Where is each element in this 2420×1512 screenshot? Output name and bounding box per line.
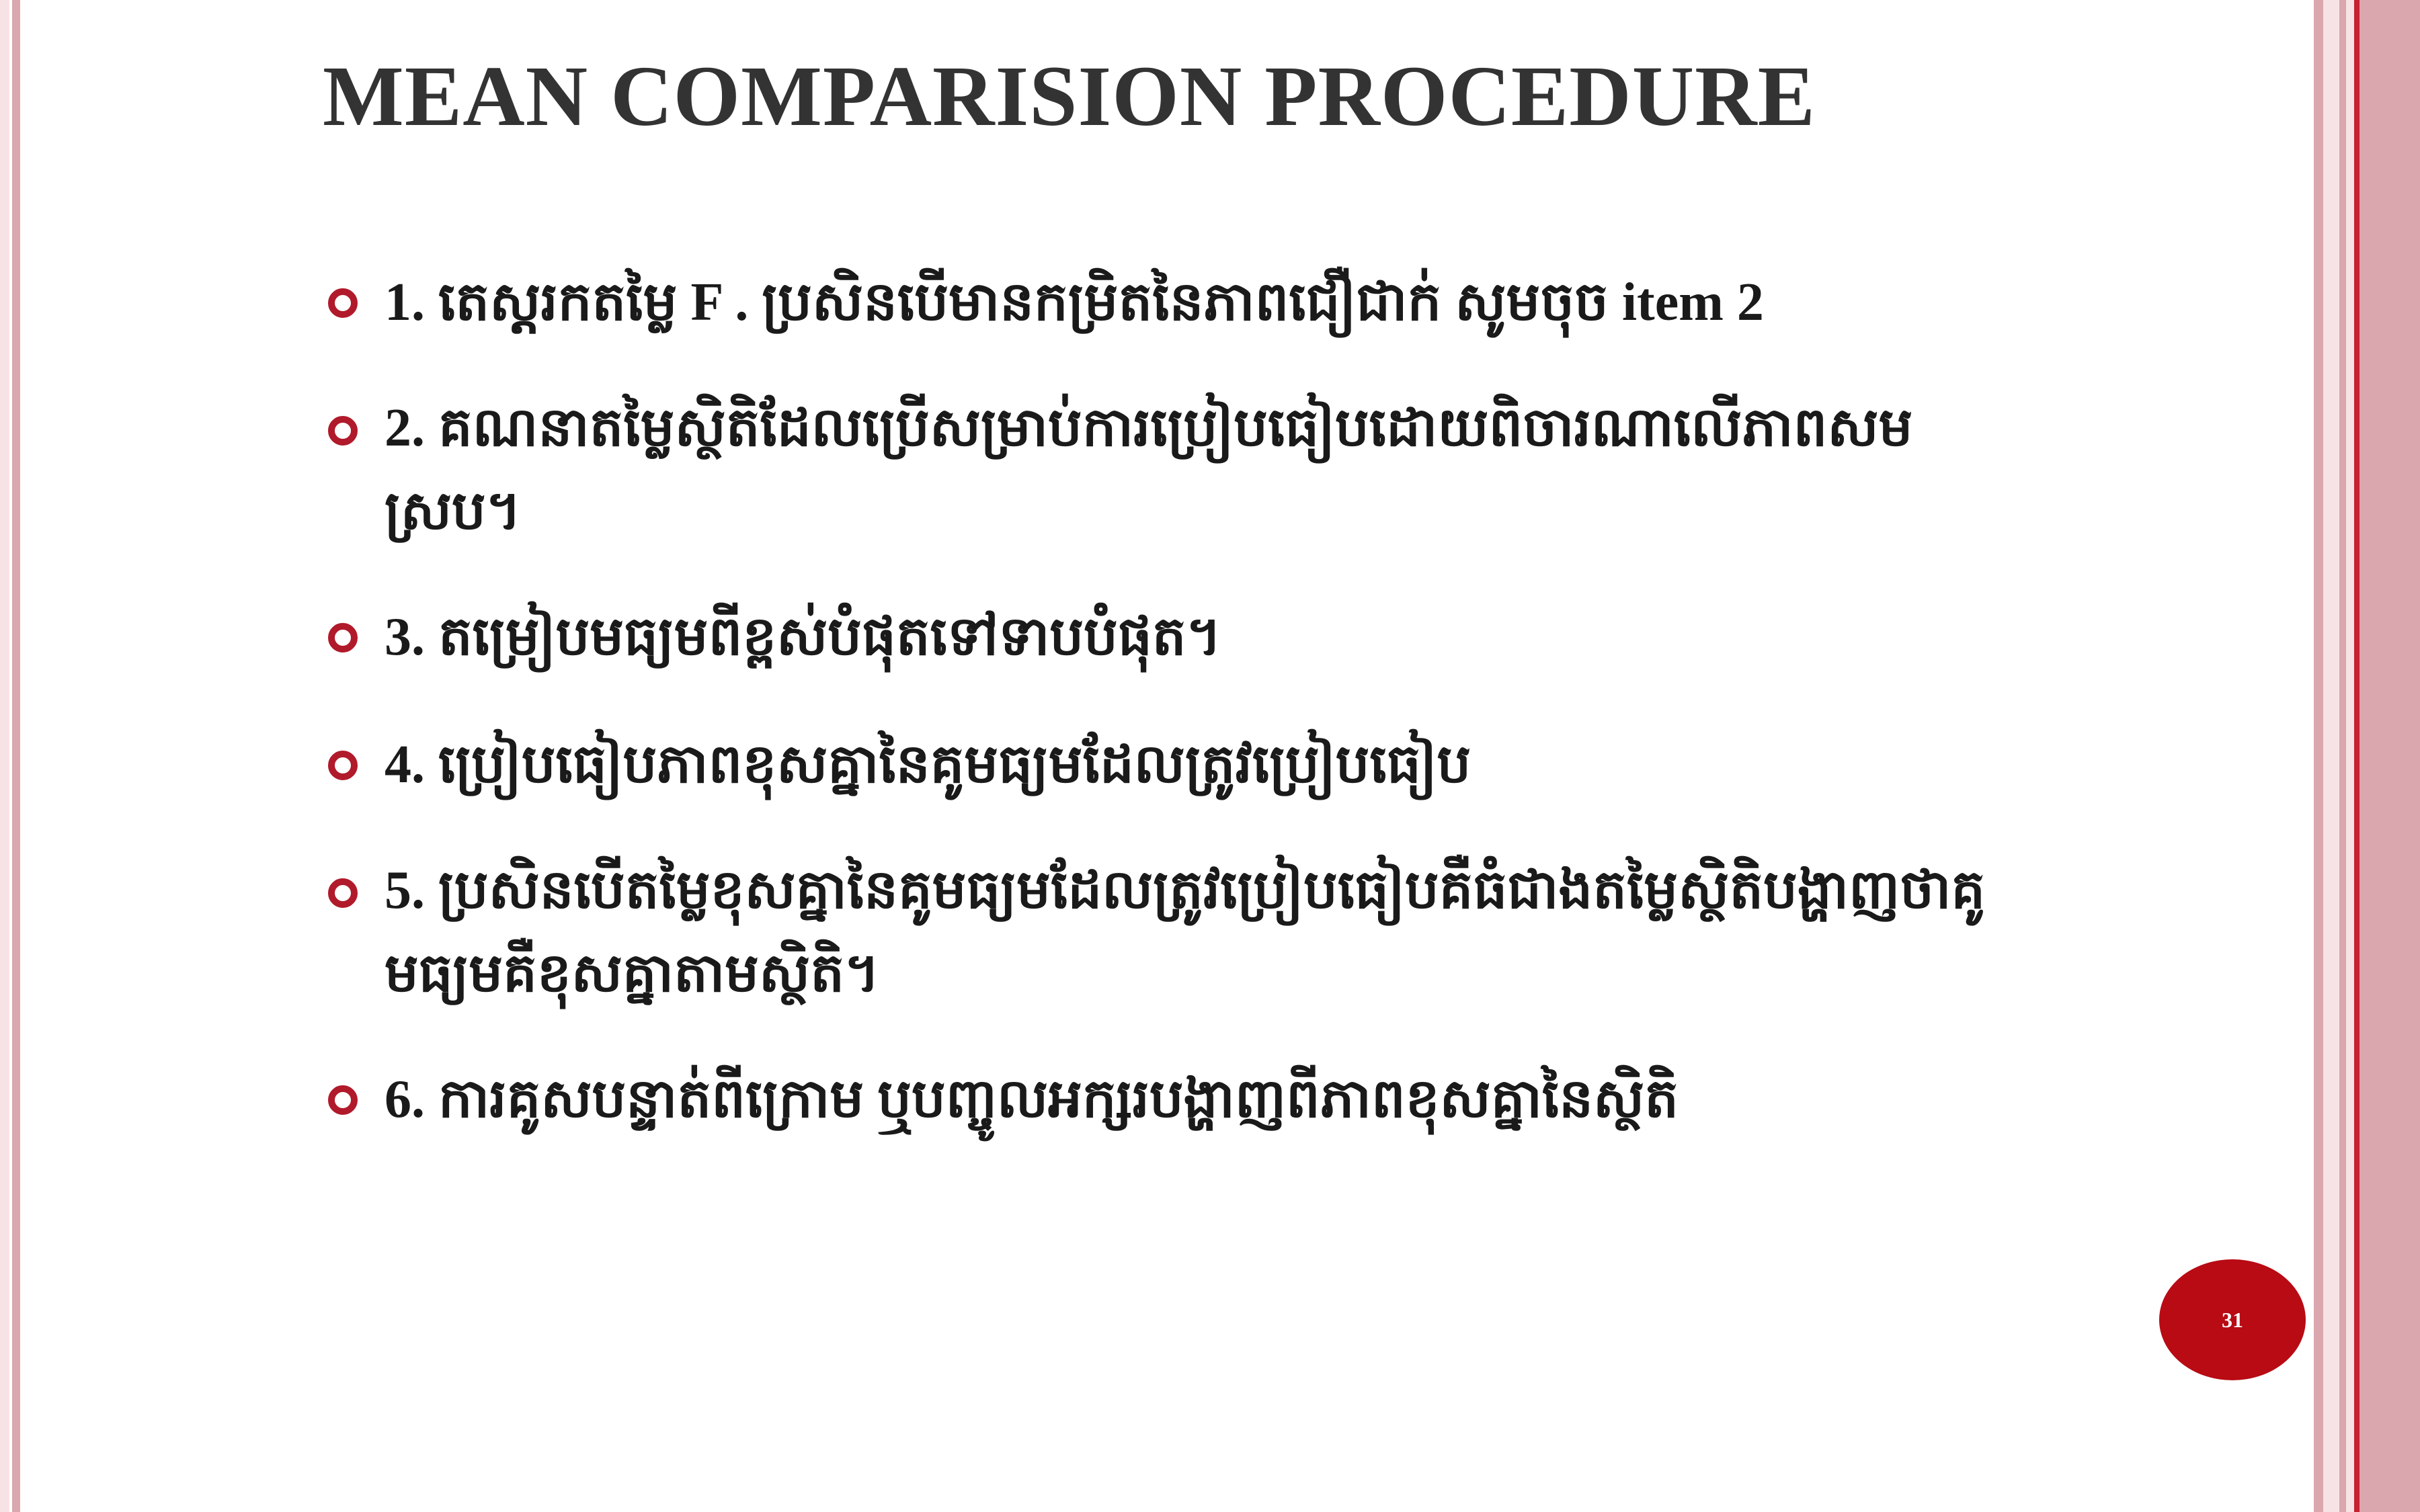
bullet-item-3 <box>323 593 2044 681</box>
right-border-light-2 <box>2346 0 2354 1512</box>
bullet-text-2: 2. គណនាតម្លៃស្ថិតិដែលប្រើសម្រាប់ការប្រៀបធៀបដោយពិចារណាលើភាពសមស្រប។ <box>385 398 1913 541</box>
bullet-text-5: 5. ប្រសិនបើតម្លៃខុសគ្នានៃគូមធ្យមដែលត្រូវប្រៀបធៀបគឺធំជាងតម្លៃស្ថិតិបង្ហាញថាគូមធ្យមគឺខុសគ្នាតាមស្ថិតិ។ <box>385 861 1986 1003</box>
bullet-list <box>323 259 2044 1183</box>
bullet-circle-icon <box>328 416 358 446</box>
bullet-text-3: 3. តម្រៀបមធ្យមពីខ្ពស់បំផុតទៅទាបបំផុត។ <box>385 607 1222 667</box>
bullet-item-4 <box>323 721 2044 808</box>
bullet-item-2 <box>323 386 2044 553</box>
right-border-band <box>2360 0 2420 1512</box>
bullet-item-5 <box>323 849 2044 1015</box>
bullet-circle-icon <box>328 751 358 780</box>
page-number-badge <box>2159 1259 2306 1380</box>
bullet-text-6: 6. ការគូសបន្ទាត់ពីក្រោម ឬបញ្ចូលអក្សរបង្ហាញពីភាពខុសគ្នានៃស្ថិតិ <box>385 1070 1679 1129</box>
page-number: 31 <box>2222 1307 2243 1332</box>
bullet-item-1 <box>323 259 2044 346</box>
bullet-text-4: 4. ប្រៀបធៀបភាពខុសគ្នានៃគូមធ្យមដែលត្រូវប្រៀបធៀប <box>385 735 1471 794</box>
bullet-item-6 <box>323 1056 2044 1143</box>
bullet-circle-icon <box>328 1085 358 1115</box>
bullet-text-1: 1. តេស្តរកតម្លៃ F . ប្រសិនបើមានកម្រិតនៃភាពជឿជាក់ សូមចុច item 2 <box>385 273 1764 332</box>
right-border-stripe-1 <box>2314 0 2323 1512</box>
bullet-circle-icon <box>328 878 358 908</box>
bullet-circle-icon <box>328 623 358 653</box>
bullet-circle-icon <box>328 288 358 318</box>
left-border-light <box>0 0 9 1512</box>
right-border-light-1 <box>2323 0 2339 1512</box>
right-border-stripe-2 <box>2339 0 2346 1512</box>
right-border-red-line <box>2354 0 2360 1512</box>
slide-title: MEAN COMPARISION PROCEDURE <box>323 48 1816 144</box>
left-border-stripe <box>12 0 20 1512</box>
